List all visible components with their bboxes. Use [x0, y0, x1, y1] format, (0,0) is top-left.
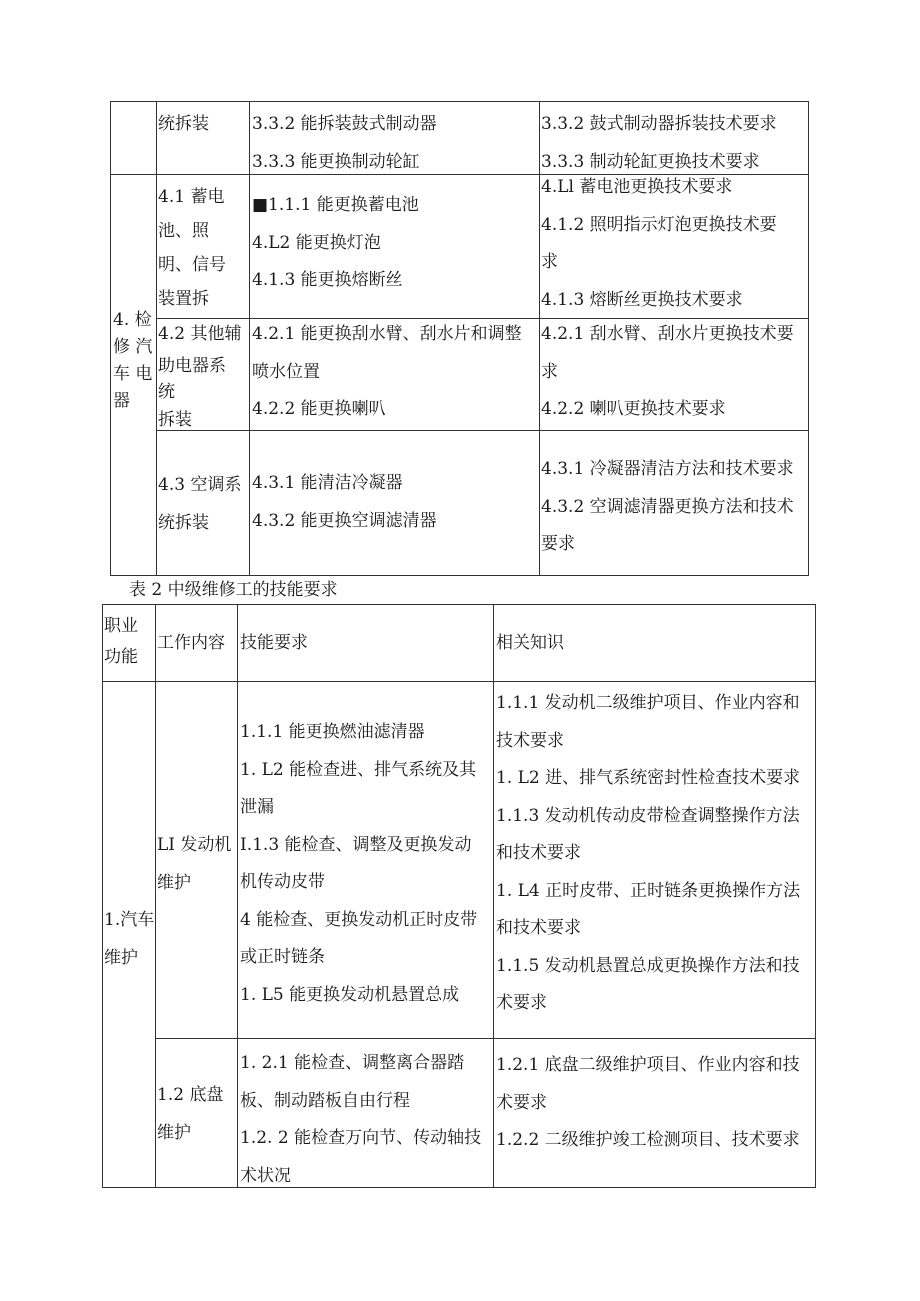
work-content-cell: 1.2 底盘 维护 [157, 1085, 224, 1143]
knowledge-cell: 4.2.1 刮水臂、刮水片更换技术要 求 4.2.2 喇叭更换技术要求 [541, 324, 794, 419]
column-header-work-content: 工作内容 [157, 633, 225, 653]
work-content-cell: 4.1 蓄电 池、照 明、信号 装置拆 [158, 187, 226, 309]
skill-requirement-cell: ■1.1.1 能更换蓄电池 4.L2 能更换灯泡 4.1.3 能更换熔断丝 [252, 195, 419, 290]
knowledge-cell: 4.Ll 蓄电池更换技术要求 4.1.2 照明指示灯泡更换技术要 求 4.1.3 熔断丝更换技术要求 [541, 177, 777, 310]
function-cell: 1.汽车 维护 [104, 910, 155, 968]
table-caption: 表 2 中级维修工的技能要求 [129, 580, 338, 600]
work-content-cell: 4.3 空调系 统拆装 [158, 475, 242, 533]
skill-requirement-cell: 3.3.2 能拆装鼓式制动器 3.3.3 能更换制动轮缸 [252, 114, 437, 172]
work-content-cell: LI 发动机 维护 [157, 835, 232, 893]
knowledge-cell: 1.2.1 底盘二级维护项目、作业内容和技 术要求 1.2.2 二级维护竣工检测项目、技术要求 [496, 1055, 800, 1150]
work-content-cell: 4.2 其他辅 助电器系 统 拆装 [158, 324, 242, 430]
skill-requirement-cell: 4.2.1 能更换刮水臂、刮水片和调整 喷水位置 4.2.2 能更换喇叭 [252, 324, 522, 419]
column-header-skills: 技能要求 [240, 633, 308, 653]
skill-requirement-cell: 4.3.1 能清洁冷凝器 4.3.2 能更换空调滤清器 [252, 473, 437, 531]
work-content-cell: 统拆装 [158, 114, 209, 134]
skill-requirement-cell: 1.1.1 能更换燃油滤清器 1. L2 能检查进、排气系统及其 泄漏 I.1.3 能检查、调整及更换发动 机传动皮带 4 能检查、更换发动机正时皮带 或正时链条 1. L5 能更换发动机悬置总成 [240, 722, 478, 1005]
skill-requirement-cell: 1. 2.1 能检查、调整离合器踏 板、制动踏板自由行程 1.2. 2 能检查万向节、传动轴技 术状况 [240, 1053, 482, 1186]
knowledge-cell: 3.3.2 鼓式制动器拆装技术要求 3.3.3 制动轮缸更换技术要求 [541, 114, 777, 172]
knowledge-cell: 1.1.1 发动机二级维护项目、作业内容和 技术要求 1. L2 进、排气系统密封性检查技术要求 1.1.3 发动机传动皮带检查调整操作方法 和技术要求 1. L4 正时皮带、正时链条更换操作方法 和技术要求 1.1.5 发动机悬置总成更换操作方法和技 术要求 [496, 693, 801, 1013]
column-header-function: 职业 功能 [104, 616, 138, 667]
knowledge-cell: 4.3.1 冷凝器清洁方法和技术要求 4.3.2 空调滤清器更换方法和技术 要求 [541, 459, 794, 554]
column-header-knowledge: 相关知识 [496, 633, 564, 653]
function-cell: 4. 检 修 汽 车 电 器 [113, 310, 153, 411]
